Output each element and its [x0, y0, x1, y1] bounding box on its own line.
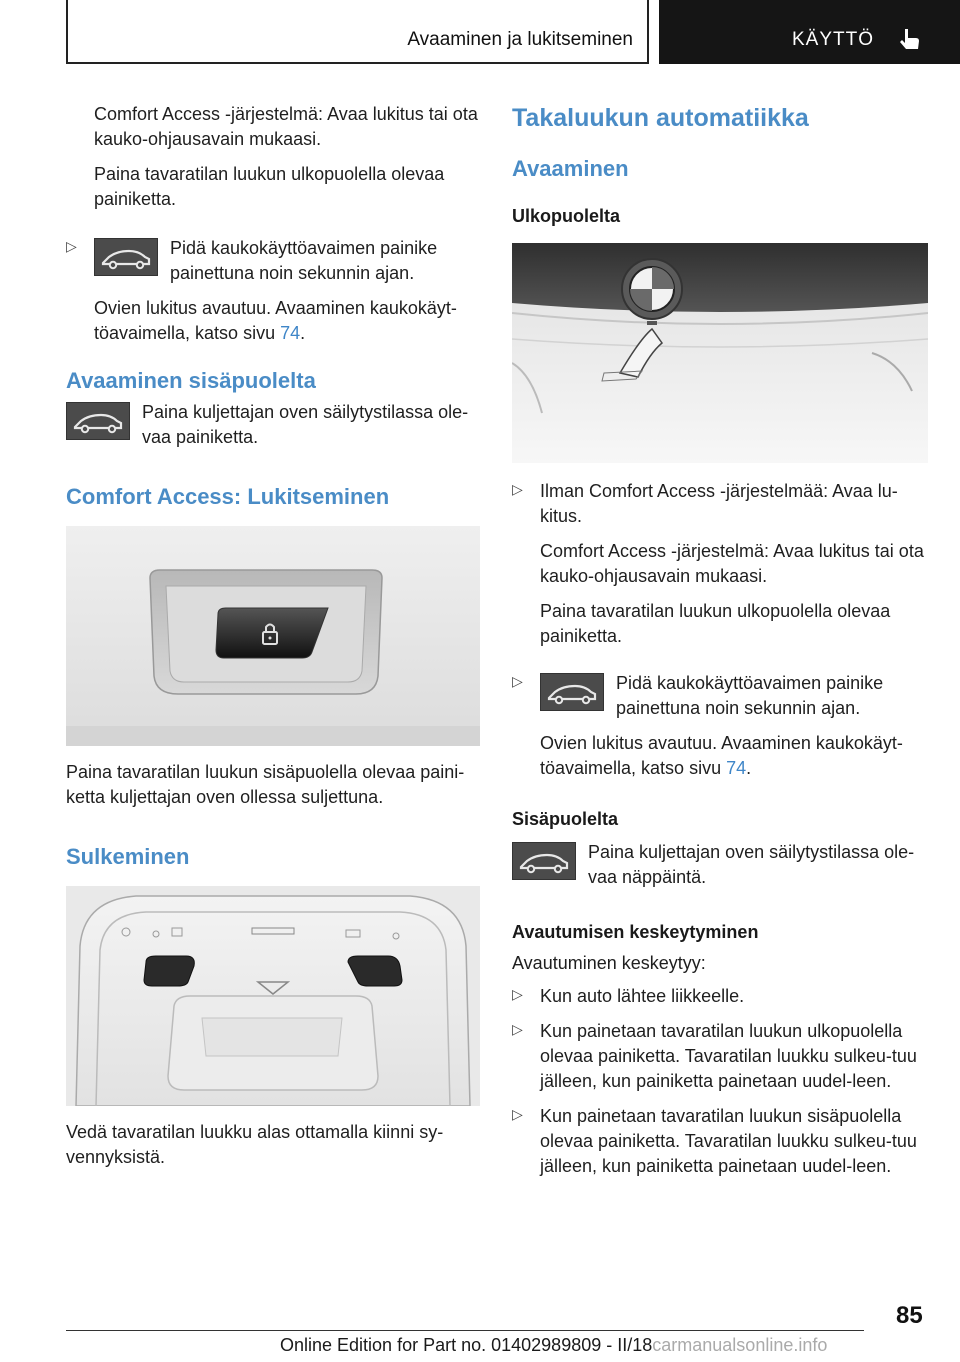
intro-comfort-access: Comfort Access -järjestelmä: Avaa lukitus tai ota kauko-ohjausavain mukaasi.	[94, 104, 478, 149]
car-key-button-icon	[94, 238, 158, 276]
footer-divider	[66, 1330, 864, 1331]
bullet-triangle-icon: ▷	[512, 986, 523, 1002]
footer	[280, 1335, 827, 1356]
footer-watermark: carmanualsonline.info	[652, 1335, 828, 1355]
interrupt-item-3	[512, 1104, 928, 1179]
heading-closing: Sulkeminen	[66, 844, 190, 869]
interruption-intro: Avautuminen keskeytyy:	[512, 953, 706, 973]
interrupt-item-2	[512, 1019, 928, 1094]
bullet-triangle-icon: ▷	[512, 1021, 523, 1037]
bullet-triangle-icon: ▷	[512, 673, 523, 689]
bullet-triangle-icon: ▷	[512, 1106, 523, 1122]
interrupt-item-2-text: Kun painetaan tavaratilan luukun ulkopuolella olevaa painiketta. Tavaratilan luukku sulkeu‐tuu jälleen, kun painiketta painetaan uudel‐leen.	[540, 1021, 917, 1091]
header-chapter-box	[659, 0, 960, 64]
trunk-exterior-photo	[512, 243, 928, 463]
unlock-text-main-right: Ovien lukitus avautuu. Avaaminen kaukokäyt‐töavaimella, katso sivu	[540, 733, 903, 778]
bullet-press-outside-text: Paina tavaratilan luukun ulkopuolella olevaa painiketta.	[540, 601, 891, 646]
left-column	[66, 102, 480, 1170]
unlock-text	[94, 296, 480, 346]
inside-text: Paina kuljettajan oven säilytystilassa ole‐vaa painiketta.	[142, 402, 469, 447]
car-key-button-icon	[540, 673, 604, 711]
page-link-74-right[interactable]: 74	[726, 758, 747, 778]
page-link-74[interactable]: 74	[280, 323, 301, 343]
unlock-text-main: Ovien lukitus avautuu. Avaaminen kaukokäyt‐töavaimella, katso sivu	[94, 298, 457, 343]
header-chapter-title: KÄYTTÖ	[792, 29, 875, 50]
bullet-comfort-text: Comfort Access -järjestelmä: Avaa lukitus tai ota kauko-ohjausavain mukaasi.	[540, 541, 924, 586]
interrupt-item-1	[512, 984, 928, 1009]
bullet-key-text-right: Pidä kaukokäyttöavaimen painike painettuna noin sekunnin ajan.	[616, 673, 884, 718]
lock-button-photo	[66, 526, 480, 746]
bullet-remote-key	[66, 236, 480, 346]
header-section-title: Avaaminen ja lukitseminen	[407, 29, 633, 50]
unlock-text-end-right: .	[746, 758, 752, 778]
car-key-button-icon	[512, 842, 576, 880]
heading-opening: Avaaminen	[512, 156, 629, 181]
heading-tailgate-automatic: Takaluukun automatiikka	[512, 104, 809, 132]
right-column	[512, 102, 928, 1179]
bullet-without-comfort-access	[512, 479, 928, 649]
footer-edition: Online Edition for Part no. 01402989809 - II/18	[280, 1335, 653, 1355]
unlock-text-right	[540, 731, 928, 781]
comfort-locking-text: Paina tavaratilan luukun sisäpuolella olevaa paini‐ketta kuljettajan oven ollessa suljettuna.	[66, 762, 465, 807]
bullet-remote-key-right	[512, 671, 928, 781]
page-number: 85	[896, 1302, 923, 1329]
intro-press-button: Paina tavaratilan luukun ulkopuolella olevaa painiketta.	[94, 164, 445, 209]
unlock-text-end: .	[300, 323, 306, 343]
tailgate-interior-photo	[66, 886, 480, 1106]
bullet-unlock-text: Ilman Comfort Access -järjestelmää: Avaa lu‐kitus.	[540, 481, 898, 526]
heading-comfort-locking: Comfort Access: Lukitseminen	[66, 484, 390, 509]
heading-from-inside: Sisäpuolelta	[512, 809, 619, 829]
hand-pointer-icon	[896, 26, 922, 52]
closing-text: Vedä tavaratilan luukku alas ottamalla kiinni sy‐vennyksistä.	[66, 1122, 444, 1167]
heading-open-inside: Avaaminen sisäpuolelta	[66, 368, 316, 393]
interrupt-item-1-text: Kun auto lähtee liikkeelle.	[540, 986, 745, 1006]
heading-from-outside: Ulkopuolelta	[512, 206, 621, 226]
car-key-button-icon	[66, 402, 130, 440]
bullet-triangle-icon: ▷	[66, 238, 77, 254]
heading-interruption: Avautumisen keskeytyminen	[512, 922, 759, 942]
header-section-box	[66, 0, 649, 64]
interrupt-item-3-text: Kun painetaan tavaratilan luukun sisäpuolella olevaa painiketta. Tavaratilan luukku sulkeu‐tuu jälleen, kun painiketta painetaan uudel‐leen.	[540, 1106, 917, 1176]
inside-text-right: Paina kuljettajan oven säilytystilassa ole‐vaa näppäintä.	[588, 842, 915, 887]
bullet-triangle-icon: ▷	[512, 481, 523, 497]
bullet-key-text: Pidä kaukokäyttöavaimen painike painettuna noin sekunnin ajan.	[170, 238, 438, 283]
